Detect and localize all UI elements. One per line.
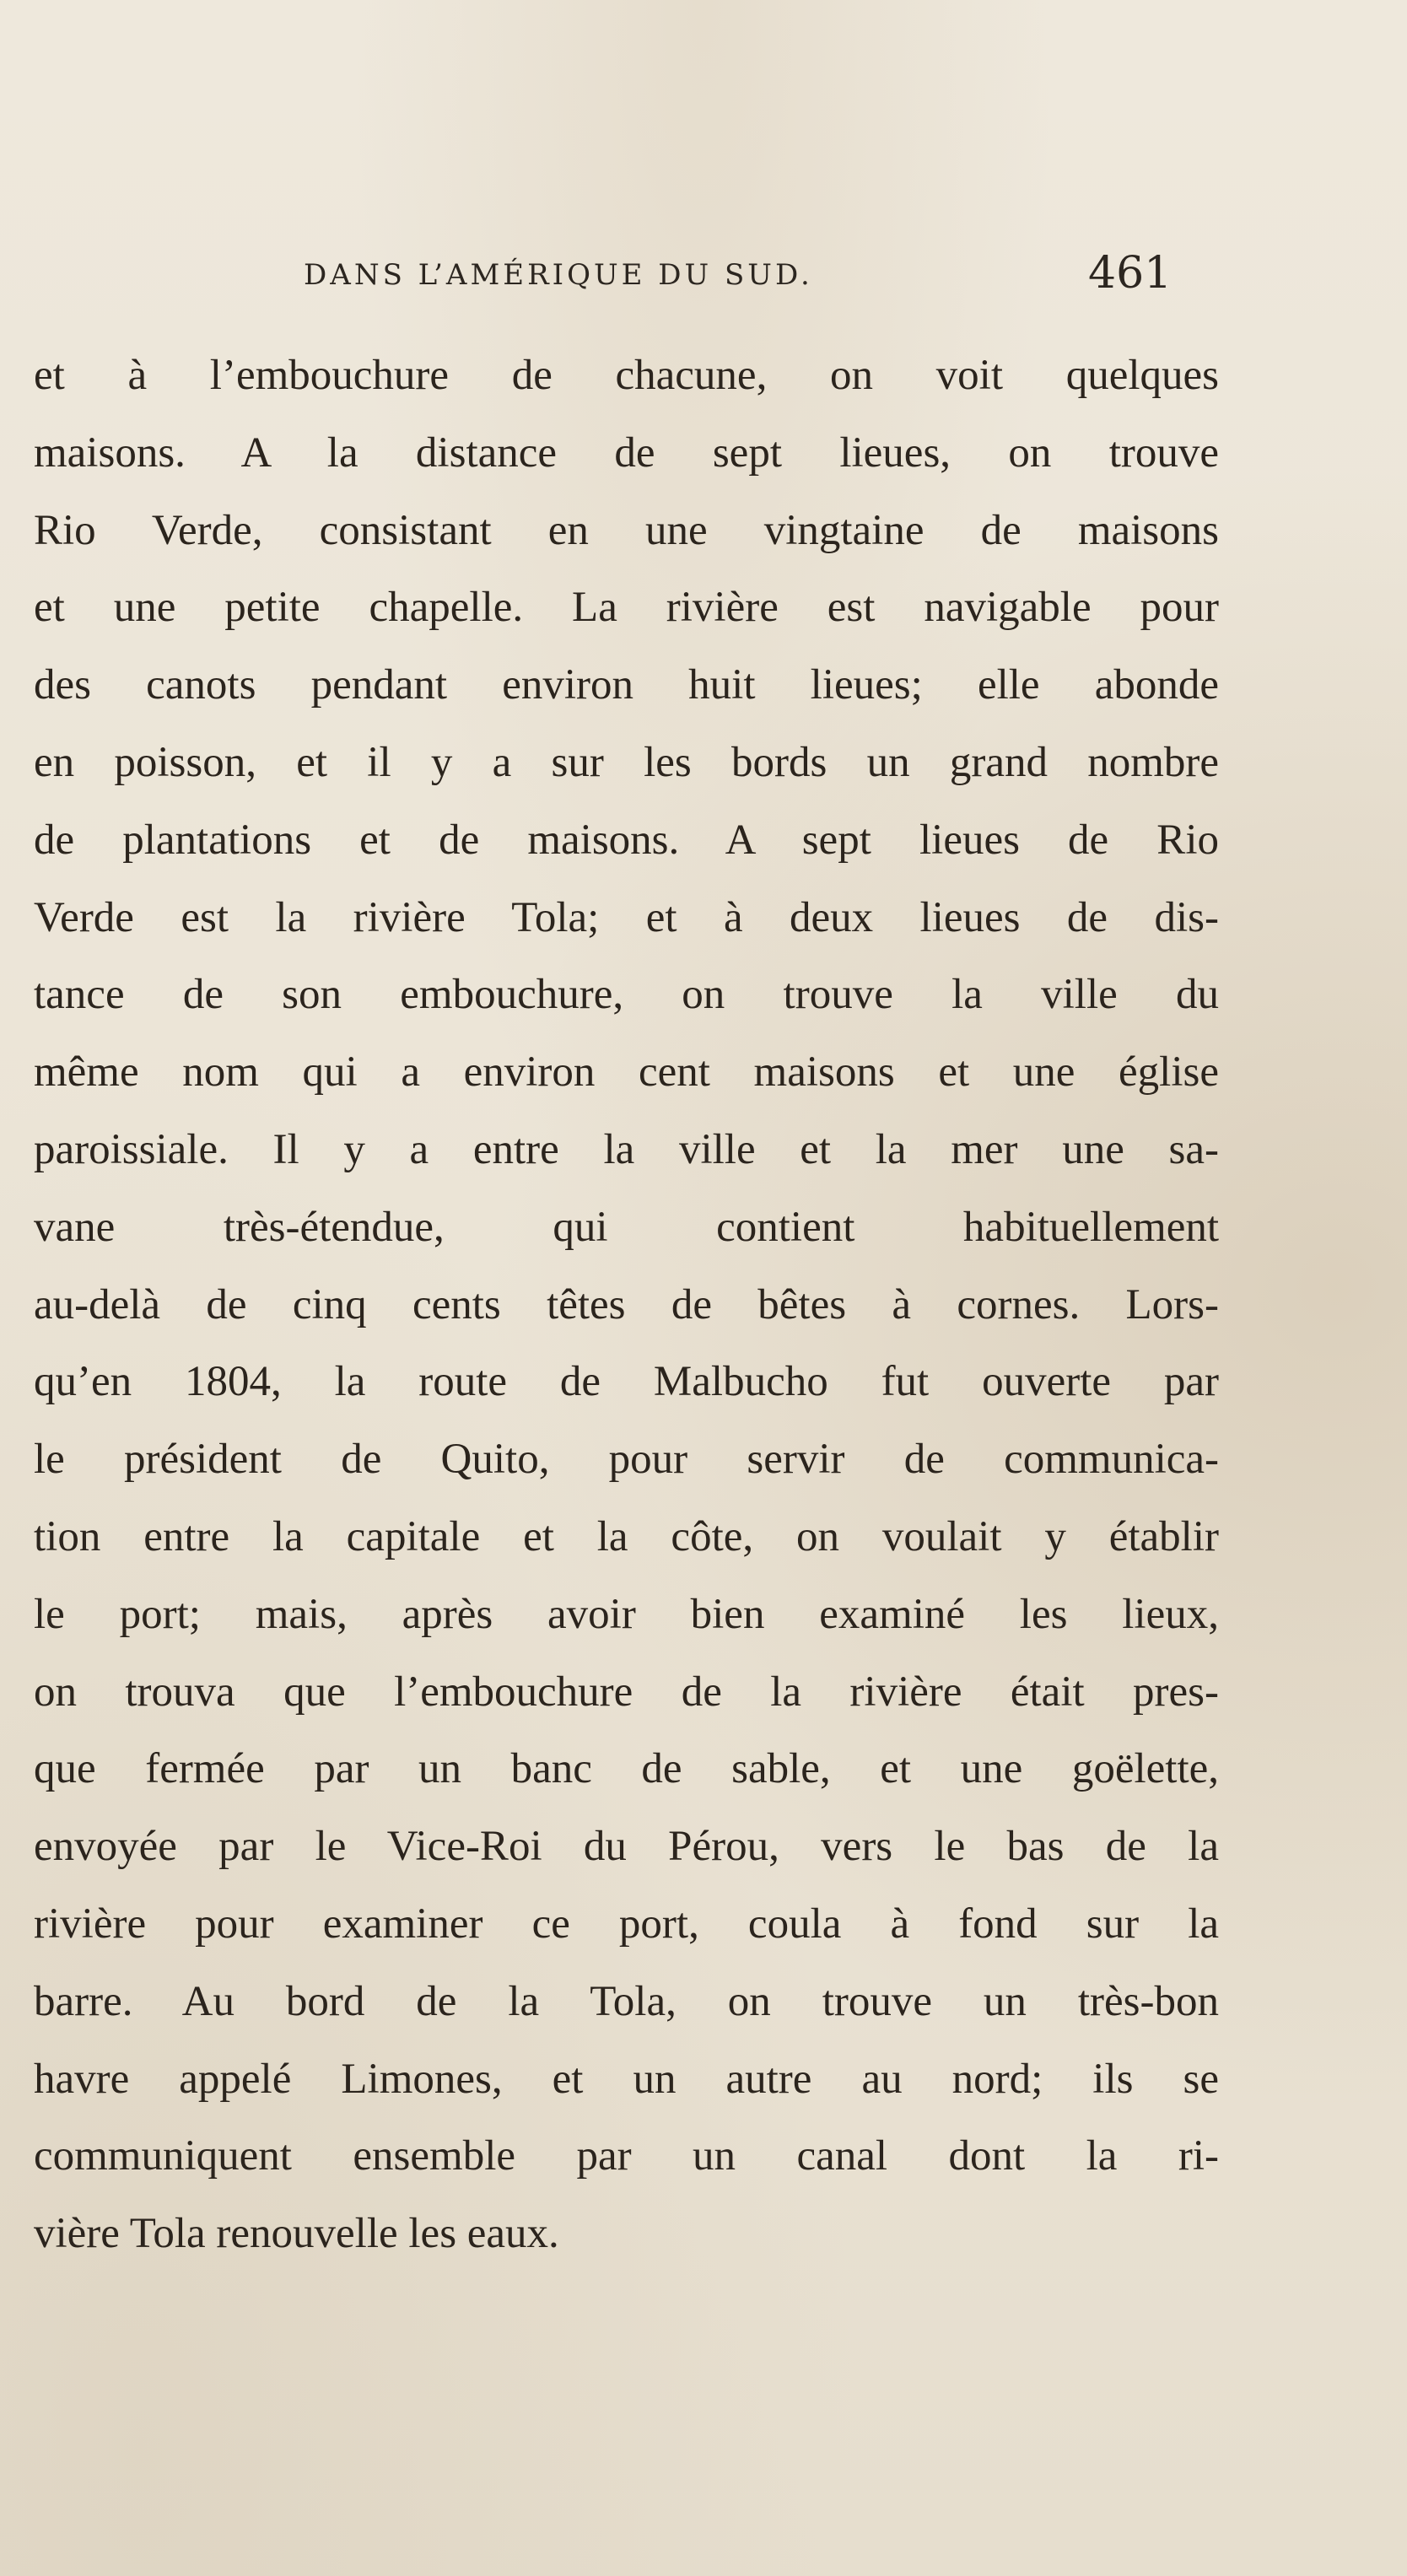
text-line: le port; mais, après avoir bien examiné les lieux, [34, 1590, 1219, 1638]
text-line: et à l’embouchure de chacune, on voit quelques [34, 352, 1219, 399]
text-line: au-delà de cinq cents têtes de bêtes à cornes. Lors- [34, 1280, 1219, 1328]
text-line: envoyée par le Vice-Roi du Pérou, vers le bas de la [34, 1823, 1219, 1871]
text-line: on trouva que l’embouchure de la rivière était pres- [34, 1668, 1219, 1716]
body-text [34, 337, 1219, 2273]
text-line: barre. Au bord de la Tola, on trouve un très-bon [34, 1977, 1219, 2025]
text-line: des canots pendant environ huit lieues; elle abonde [34, 661, 1219, 709]
text-line: de plantations et de maisons. A sept lieues de Rio [34, 816, 1219, 864]
running-header [0, 248, 1407, 304]
text-line: vière Tola renouvelle les eaux. [34, 2210, 559, 2258]
text-line: Rio Verde, consistant en une vingtaine de maisons [34, 506, 1219, 554]
text-line: que fermée par un banc de sable, et une goëlette, [34, 1745, 1219, 1793]
page-number: 461 [1088, 248, 1172, 299]
text-line: Verde est la rivière Tola; et à deux lieues de dis- [34, 893, 1219, 941]
text-line: havre appelé Limones, et un autre au nord; ils se [34, 2055, 1219, 2103]
text-line: et une petite chapelle. La rivière est navigable pour [34, 584, 1219, 632]
text-line: qu’en 1804, la route de Malbucho fut ouverte par [34, 1358, 1219, 1406]
text-line: maisons. A la distance de sept lieues, on trouve [34, 428, 1219, 477]
text-line: en poisson, et il y a sur les bords un grand nombre [34, 738, 1219, 786]
text-line: tance de son embouchure, on trouve la ville du [34, 971, 1219, 1019]
text-line: paroissiale. Il y a entre la ville et la mer une sa- [34, 1125, 1219, 1173]
text-line: vane très-étendue, qui contient habituellement [34, 1203, 1219, 1251]
text-line: communiquent ensemble par un canal dont la ri- [34, 2132, 1219, 2180]
text-line: le président de Quito, pour servir de communica- [34, 1436, 1219, 1484]
text-line: même nom qui a environ cent maisons et une église [34, 1048, 1219, 1097]
text-line: tion entre la capitale et la côte, on voulait y établir [34, 1512, 1219, 1560]
text-line: rivière pour examiner ce port, coula à fond sur la [34, 1900, 1219, 1948]
running-title: DANS L’AMÉRIQUE DU SUD. [304, 258, 813, 292]
